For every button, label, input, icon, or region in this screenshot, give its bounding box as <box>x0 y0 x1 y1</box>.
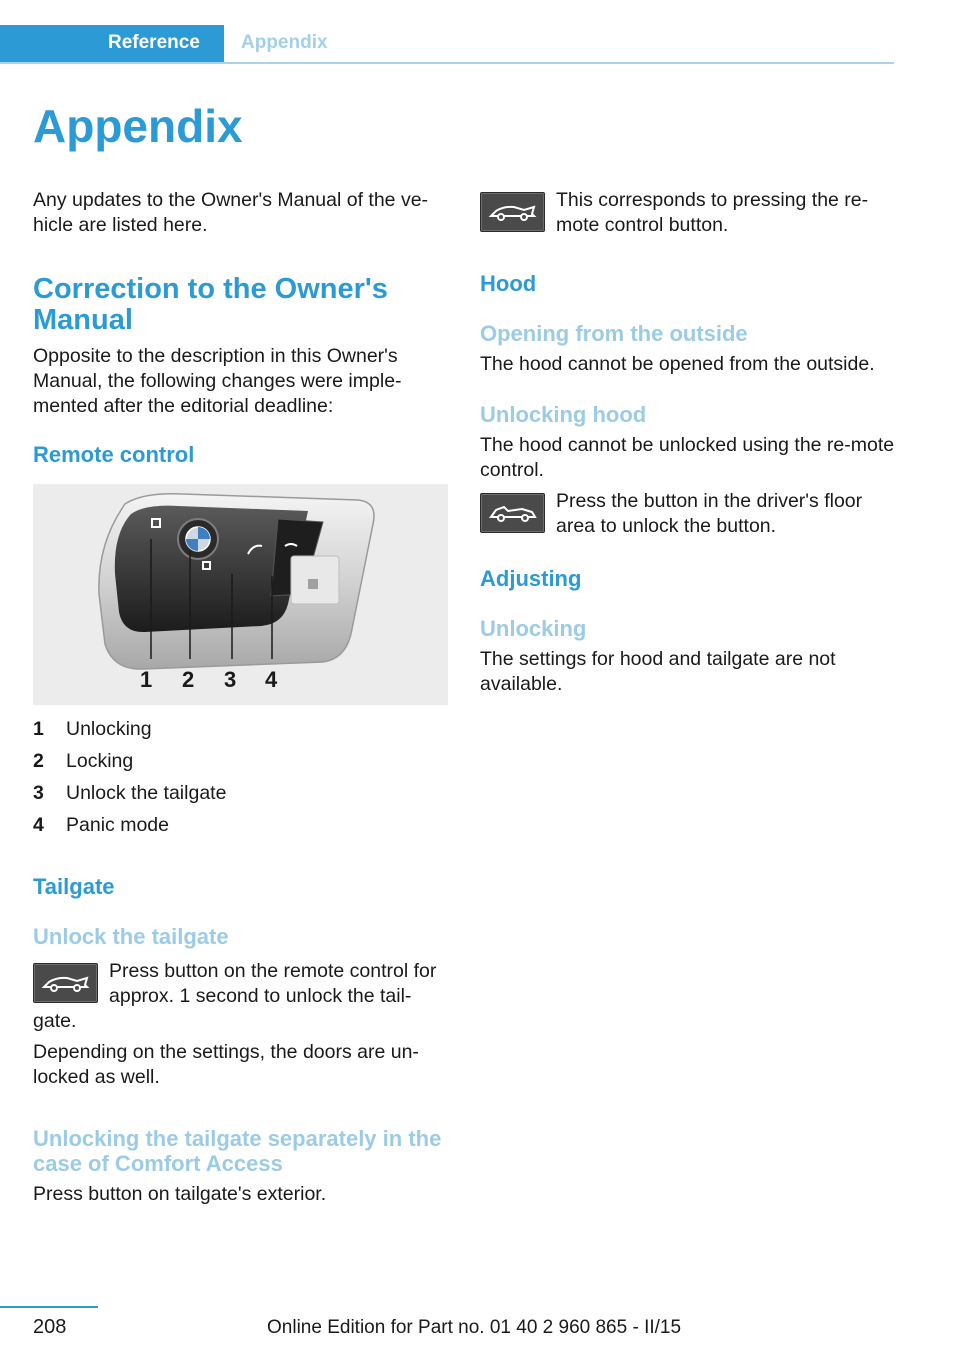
correction-heading: Correction to the Owner's Manual <box>33 273 388 336</box>
remote-control-figure <box>33 484 448 705</box>
unlock-tailgate-text: Press button on the remote control for approx. 1 second to unlock the tail-gate. <box>33 960 437 1032</box>
unlocking-hood-heading: Unlocking hood <box>480 402 647 427</box>
adjusting-heading: Adjusting <box>480 566 582 591</box>
tab-reference-label: Reference <box>108 32 200 53</box>
remote-control-list <box>33 713 448 841</box>
left-column <box>33 100 448 1207</box>
opening-outside-text: The hood cannot be opened from the outside. <box>480 353 875 375</box>
unlocking-heading: Unlocking <box>480 616 587 641</box>
list-item: 2 Locking <box>33 750 134 772</box>
car-tailgate-icon <box>480 192 545 232</box>
list-item: 3 Unlock the tailgate <box>33 782 227 804</box>
page-number-rule <box>0 1306 98 1308</box>
hood-heading: Hood <box>480 271 537 296</box>
figure-label-4: 4 <box>265 667 278 692</box>
intro-text: Any updates to the Owner's Manual of the ve-hicle are listed here. <box>33 189 429 236</box>
figure-label-1: 1 <box>140 667 153 692</box>
comfort-access-heading: Unlocking the tailgate separately in the case of Comfort Access <box>33 1126 442 1176</box>
unlocking-hood-text: The hood cannot be unlocked using the re-mote control. <box>480 434 895 481</box>
unlock-tailgate-heading: Unlock the tailgate <box>33 924 229 949</box>
tailgate-heading: Tailgate <box>33 874 115 899</box>
depending-text: Depending on the settings, the doors are un-locked as well. <box>33 1041 419 1088</box>
remote-key-illustration <box>33 484 448 705</box>
edition-footer: Online Edition for Part no. 01 40 2 960 865 - II/15 <box>267 1317 682 1338</box>
corresponds-text: This corresponds to pressing the re-mote control button. <box>556 189 869 236</box>
car-tailgate-icon <box>33 963 98 1003</box>
page-title: Appendix <box>33 100 243 152</box>
figure-label-3: 3 <box>224 667 237 692</box>
right-column <box>480 188 895 697</box>
press-button-text: Press the button in the driver's floor area to unlock the button. <box>556 490 863 537</box>
opening-outside-heading: Opening from the outside <box>480 321 748 346</box>
remote-control-heading: Remote control <box>33 442 195 467</box>
page-number: 208 <box>33 1316 67 1338</box>
list-item: 4 Panic mode <box>33 814 169 836</box>
car-hood-icon <box>480 493 545 533</box>
unlocking-text: The settings for hood and tailgate are not available. <box>480 648 836 695</box>
list-item: 1 Unlocking <box>33 718 152 740</box>
figure-label-2: 2 <box>182 667 195 692</box>
comfort-access-text: Press button on tailgate's exterior. <box>33 1183 327 1205</box>
correction-text: Opposite to the description in this Owner's Manual, the following changes were imple-mented after the editorial deadline: <box>33 345 402 417</box>
tab-appendix-label[interactable]: Appendix <box>241 32 328 53</box>
